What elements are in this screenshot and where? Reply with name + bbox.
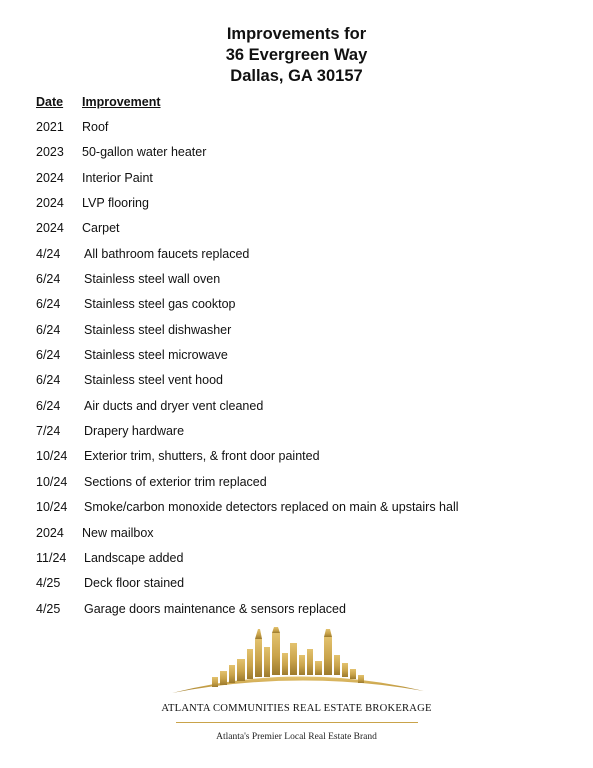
list-item (0, 602, 593, 627)
row-improvement: New mailbox (82, 525, 154, 540)
brokerage-tagline: Atlanta's Premier Local Real Estate Brand (216, 732, 377, 742)
row-date: 2024 (36, 525, 64, 540)
row-date: 6/24 (36, 348, 61, 363)
list-item (0, 145, 593, 170)
row-date: 2024 (36, 196, 64, 211)
brokerage-name: ATLANTA COMMUNITIES REAL ESTATE BROKERAGE (161, 703, 432, 714)
list-item (0, 399, 593, 424)
list-item (0, 449, 593, 474)
list-item (0, 475, 593, 500)
divider (176, 722, 418, 723)
row-improvement: Deck floor stained (84, 576, 185, 591)
row-improvement: Stainless steel wall oven (84, 272, 221, 287)
row-improvement: Smoke/carbon monoxide detectors replaced on main & upstairs hall (84, 500, 459, 515)
row-date: 2023 (36, 145, 64, 160)
row-improvement: 50-gallon water heater (82, 145, 207, 160)
row-improvement: Exterior trim, shutters, & front door painted (84, 449, 320, 464)
row-improvement: Carpet (82, 221, 120, 236)
list-item (0, 221, 593, 246)
row-improvement: Air ducts and dryer vent cleaned (84, 398, 264, 413)
improvement-column-header: Improvement (82, 95, 161, 109)
list-item (0, 348, 593, 373)
row-improvement: Interior Paint (82, 170, 153, 185)
row-date: 6/24 (36, 297, 61, 312)
row-date: 6/24 (36, 373, 61, 388)
row-improvement: Roof (82, 120, 109, 134)
list-item (0, 576, 593, 601)
list-item (0, 373, 593, 398)
row-date: 2021 (36, 120, 64, 134)
list-item (0, 120, 593, 145)
row-date: 10/24 (36, 500, 68, 515)
date-column-header: Date (36, 95, 64, 109)
list-item (0, 551, 593, 576)
list-item (0, 247, 593, 272)
list-item (0, 171, 593, 196)
row-date: 4/25 (36, 601, 61, 616)
row-improvement: Stainless steel dishwasher (84, 322, 232, 337)
title-line-1: Improvements for (226, 25, 367, 43)
row-improvement: All bathroom faucets replaced (84, 246, 250, 261)
row-date: 2024 (36, 221, 64, 236)
improvements-list (0, 120, 593, 627)
title-line-3: Dallas, GA 30157 (230, 67, 363, 85)
list-item (0, 272, 593, 297)
list-item (0, 424, 593, 449)
list-item (0, 297, 593, 322)
page-title (0, 24, 593, 87)
row-improvement: Sections of exterior trim replaced (84, 474, 267, 489)
row-improvement: Landscape added (84, 550, 184, 565)
row-improvement: Garage doors maintenance & sensors replaced (84, 601, 346, 616)
row-date: 6/24 (36, 398, 61, 413)
row-date: 4/25 (36, 576, 61, 591)
row-date: 10/24 (36, 449, 68, 464)
list-item (0, 526, 593, 551)
row-date: 6/24 (36, 272, 61, 287)
list-item (0, 500, 593, 525)
list-item (0, 196, 593, 221)
row-date: 7/24 (36, 424, 61, 439)
row-improvement: Drapery hardware (84, 424, 185, 439)
row-date: 10/24 (36, 474, 68, 489)
row-date: 6/24 (36, 322, 61, 337)
row-date: 2024 (36, 170, 64, 185)
list-item (0, 323, 593, 348)
row-improvement: Stainless steel gas cooktop (84, 297, 236, 312)
row-improvement: Stainless steel vent hood (84, 373, 223, 388)
row-improvement: LVP flooring (82, 196, 149, 211)
row-date: 11/24 (36, 550, 67, 565)
title-line-2: 36 Evergreen Way (225, 46, 368, 64)
row-date: 4/24 (36, 246, 61, 261)
city-skyline-icon (162, 625, 432, 697)
row-improvement: Stainless steel microwave (84, 348, 228, 363)
